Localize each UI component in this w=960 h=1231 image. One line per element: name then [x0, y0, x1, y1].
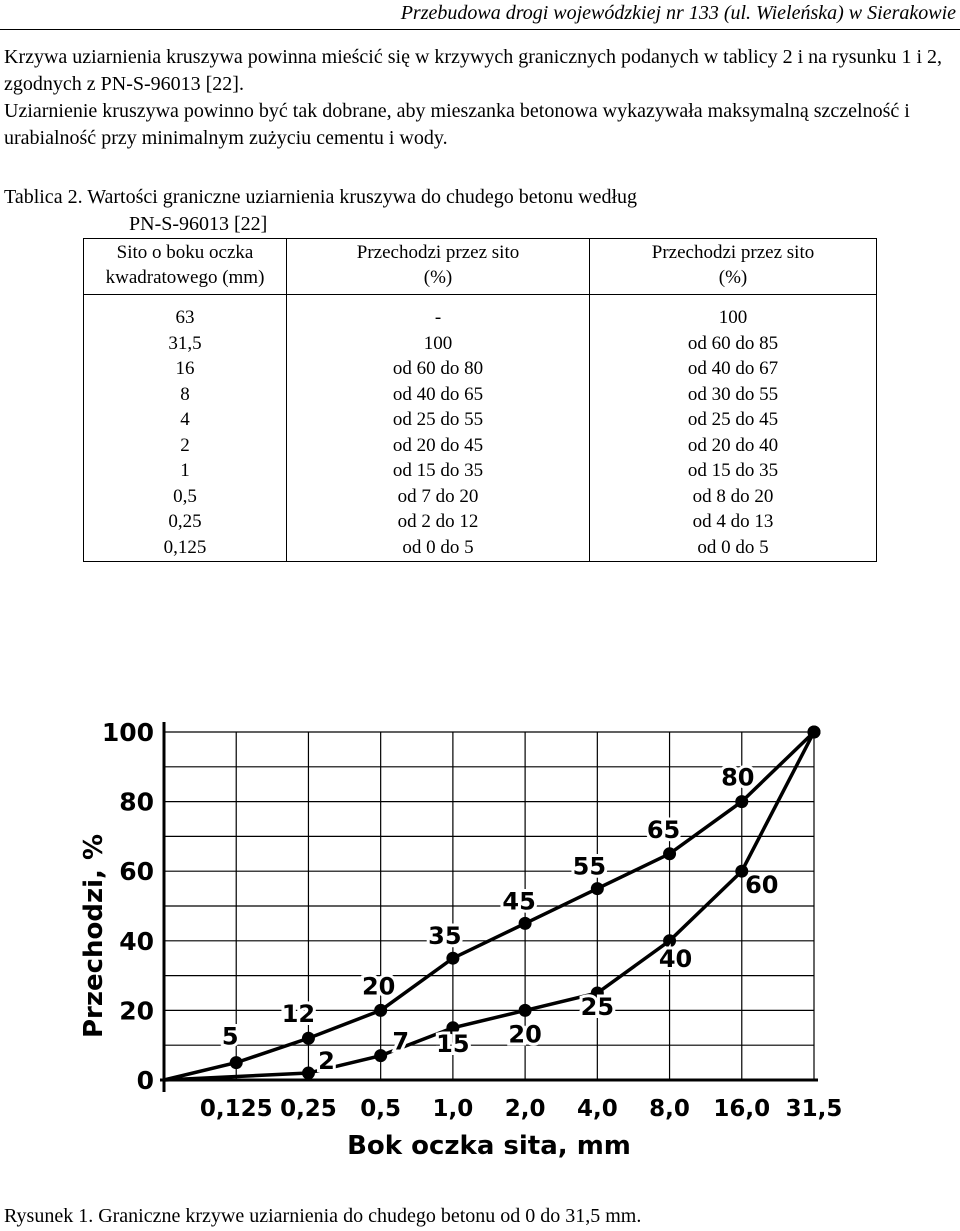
table-cell: od 25 do 45 — [687, 409, 779, 430]
table-cell: od 7 do 20 — [397, 485, 479, 507]
data-point — [663, 847, 676, 860]
header-passing-2 — [590, 239, 877, 295]
y-tick-label: 60 — [119, 857, 154, 887]
table-cell: 100 — [423, 332, 453, 354]
header-line: (%) — [718, 267, 748, 288]
table-cell: 31,5 — [168, 332, 202, 354]
table-cell: 4 — [180, 409, 190, 430]
table-cell: od 0 do 5 — [697, 536, 769, 558]
data-point — [446, 952, 459, 965]
grading-limits-table — [83, 238, 877, 562]
x-tick-label: 4,0 — [576, 1096, 618, 1122]
data-label: 65 — [646, 815, 681, 844]
header-line: Przechodzi przez sito — [356, 242, 520, 263]
data-label: 7 — [392, 1027, 410, 1056]
table-cell: 100 — [718, 307, 748, 328]
table-cell: od 60 do 80 — [392, 358, 484, 379]
x-tick-label: 0,125 — [199, 1096, 273, 1122]
y-tick-label: 80 — [119, 787, 154, 817]
table-cell: 63 — [175, 307, 195, 328]
data-label: 20 — [508, 1020, 542, 1049]
y-tick-label: 20 — [119, 996, 154, 1026]
table-cell: 2 — [180, 434, 190, 456]
x-tick-label: 0,25 — [280, 1096, 337, 1122]
table-cell: od 15 do 35 — [392, 460, 484, 481]
table-cell: - — [434, 307, 442, 328]
header-passing-1 — [287, 239, 590, 295]
table-cell: od 30 do 55 — [687, 383, 779, 405]
table-cell: 1 — [180, 460, 190, 481]
data-label: 55 — [572, 852, 607, 881]
x-tick-label: 2,0 — [504, 1096, 546, 1122]
header-line: Przechodzi przez sito — [651, 242, 815, 263]
running-header-title: Przebudowa drogi wojewódzkiej nr 133 (ul. Wieleńska) w Sierakowie — [400, 2, 956, 24]
intro-paragraph-1: Krzywa uziarnienia kruszywa powinna mieścić się w krzywych granicznych podanych w tablicy 2 i na rysunku 1 i 2, zgodnych z PN-S-96013 [22]. — [4, 46, 943, 95]
data-point — [302, 1032, 315, 1045]
table-cell: 0,25 — [168, 511, 202, 532]
x-tick-label: 16,0 — [713, 1096, 771, 1122]
header-line: Sito o boku oczka — [116, 242, 254, 263]
data-label: 60 — [745, 871, 779, 900]
x-axis-label: Bok oczka sita, mm — [347, 1131, 631, 1161]
data-label: 5 — [221, 1022, 239, 1051]
header-line: (%) — [423, 267, 453, 288]
table-cell: od 0 do 5 — [402, 536, 474, 558]
data-point — [519, 917, 532, 930]
table-cell: 0,5 — [173, 485, 197, 507]
column-passing-1 — [287, 295, 590, 562]
data-label: 25 — [580, 993, 615, 1021]
intro-paragraph-2: Uziarnienie kruszywa powinno być tak dobrane, aby mieszanka betonowa wykazywała maksymalną szczelność i urabialność przy minimalnym zużyciu cementu i wody. — [4, 100, 910, 149]
grading-curves-svg — [64, 692, 854, 1172]
header-line: kwadratowego (mm) — [105, 267, 265, 288]
y-tick-label: 40 — [119, 926, 154, 956]
y-tick-label: 100 — [101, 718, 154, 747]
table-cell: 8 — [180, 383, 190, 405]
data-point — [374, 1049, 387, 1062]
data-label: 15 — [436, 1029, 470, 1058]
data-point — [591, 882, 604, 895]
data-point — [735, 795, 748, 808]
data-label: 35 — [428, 922, 462, 951]
table-cell: od 40 do 67 — [687, 358, 779, 379]
column-passing-2 — [590, 295, 877, 562]
data-point — [374, 1004, 387, 1017]
data-label: 80 — [721, 763, 755, 792]
table-cell: od 60 do 85 — [687, 332, 779, 354]
table-cell: od 25 do 55 — [392, 409, 484, 430]
data-label: 20 — [361, 972, 396, 1001]
y-tick-label: 0 — [136, 1066, 154, 1095]
table-cell: od 4 do 13 — [692, 511, 774, 532]
x-tick-label: 0,5 — [360, 1096, 402, 1122]
table-cell: od 40 do 65 — [392, 383, 484, 405]
data-point — [519, 1004, 532, 1017]
x-tick-label: 8,0 — [649, 1096, 690, 1122]
table-cell: od 20 do 40 — [687, 434, 779, 456]
table-header-row — [84, 239, 877, 295]
y-axis-label: Przechodzi, % — [79, 833, 109, 1039]
data-label: 2 — [318, 1047, 335, 1076]
table-body — [84, 295, 877, 562]
data-label: 45 — [502, 887, 536, 916]
figure-caption: Rysunek 1. Graniczne krzywe uziarnienia do chudego betonu od 0 do 31,5 mm. — [4, 1205, 642, 1227]
data-label: 40 — [658, 944, 693, 973]
table-caption-line-1: Tablica 2. Wartości graniczne uziarnienia kruszywa do chudego betonu według — [4, 186, 638, 208]
data-point — [808, 726, 821, 739]
column-sieve-sizes — [84, 295, 287, 562]
data-label: 12 — [281, 1000, 316, 1029]
table-caption-line-2: PN-S-96013 [22] — [129, 213, 268, 235]
grading-curves-chart — [64, 692, 854, 1172]
table-cell: 16 — [175, 358, 195, 379]
table-cell: od 8 do 20 — [692, 485, 774, 507]
x-tick-label: 31,5 — [785, 1096, 843, 1122]
x-tick-label: 1,0 — [432, 1096, 474, 1122]
table-caption — [4, 184, 954, 238]
table-cell: od 2 do 12 — [397, 511, 479, 532]
data-point — [302, 1067, 315, 1080]
table-cell: od 20 do 45 — [392, 434, 484, 456]
intro-text — [4, 44, 954, 152]
table-cell: 0,125 — [163, 536, 207, 558]
data-point — [230, 1056, 243, 1069]
table-cell: od 15 do 35 — [687, 460, 779, 481]
header-sieve-size — [84, 239, 287, 295]
running-header — [0, 0, 960, 30]
